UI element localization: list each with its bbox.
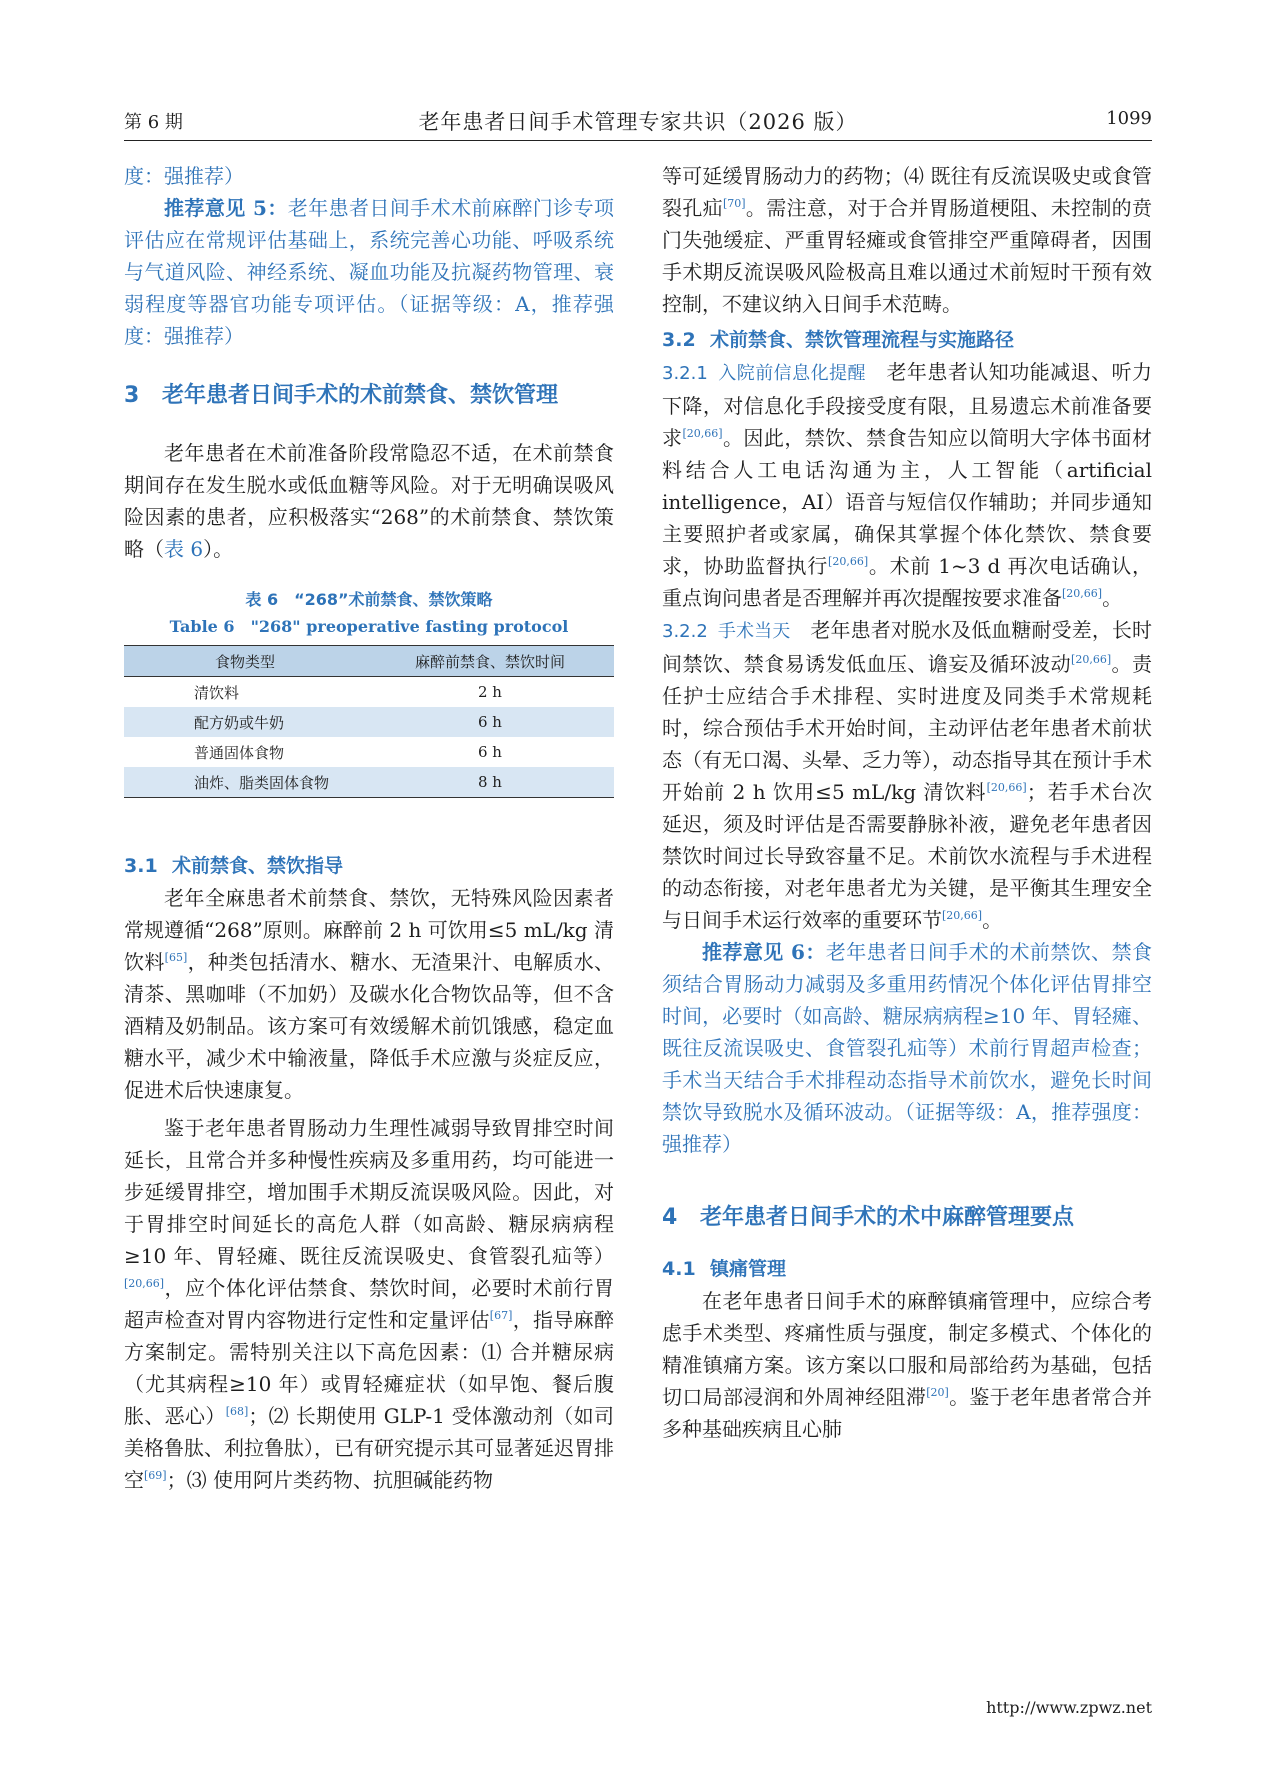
citation[interactable]: [20,66] <box>124 1277 165 1290</box>
citation[interactable]: [67] <box>489 1309 513 1322</box>
section-3-1-heading: 3.1 术前禁食、禁饮指导 <box>124 855 344 877</box>
citation[interactable]: [20,66] <box>1062 587 1103 600</box>
journal-url[interactable]: http://www.zpwz.net <box>986 1698 1152 1717</box>
citation[interactable]: [20,66] <box>986 781 1027 794</box>
right-column <box>662 160 1152 1445</box>
section-4-1-heading: 4.1 镇痛管理 <box>662 1258 787 1280</box>
table-header-food-type: 食物类型 <box>124 646 366 677</box>
citation[interactable]: [70] <box>722 197 746 210</box>
recommendation-5 <box>124 192 614 352</box>
table-row: 普通固体食物 6 h <box>194 743 502 762</box>
section-3-2-2-paragraph: 3.2.2 手术当天 老年患者对脱水及低血糖耐受差，长时间禁饮、禁食易诱发低血压、谵妄及循环波动[20,66]。责任护士应结合手术排程、实时进度及同类手术常规耗时，综合预估手术开始时间，主动评估老年患者术前状态（有无口渴、头晕、乏力等），动态指导其在预计手术开始前 2 h 饮用≤5 mL/kg 清饮料[20,66]；若手术台次延迟，须及时评估是否需要静脉补液，避免老年患者因禁饮时间过长导致容量不足。术前饮水流程与手术进程的动态衔接，对老年患者尤为关键，是平衡其生理安全与日间手术运行效率的重要环节[20,66]。 <box>662 618 1153 932</box>
citation[interactable]: [65] <box>164 951 188 964</box>
table-row: 清饮料 2 h <box>194 683 502 702</box>
citation[interactable]: [20,66] <box>682 427 723 440</box>
section-3-2-2-heading: 3.2.2 手术当天 <box>662 621 791 642</box>
table-6 <box>124 587 614 798</box>
fasting-table <box>124 645 614 798</box>
citation[interactable]: [20,66] <box>1071 653 1112 666</box>
section-3-1-continuation: 等可延缓胃肠动力的药物；⑷ 既往有反流误吸史或食管裂孔疝[70]。需注意，对于合并胃肠道梗阻、未控制的贲门失弛缓症、严重胃轻瘫或食管排空严重障碍者，因围手术期反流误吸风险极高且难以通过术前短时干预有效控制，不建议纳入日间手术范畴。 <box>662 164 1153 316</box>
table-caption-cn: 表 6 “268”术前禁食、禁饮策略 <box>245 590 493 609</box>
citation[interactable]: [68] <box>225 1405 249 1418</box>
table-row: 配方奶或牛奶 6 h <box>124 707 614 737</box>
section-3-1-paragraph-2: 鉴于老年患者胃肠动力生理性减弱导致胃排空时间延长，且常合并多种慢性疾病及多重用药，均可能进一步延缓胃排空，增加围手术期反流误吸风险。因此，对于胃排空时间延长的高危人群（如高龄、糖尿病病程≥10 年、胃轻瘫、既往反流误吸史、食管裂孔疝等）[20,66]，应个体化评估禁食、禁饮时间，必要时术前行胃超声检查对胃内容物进行定性和定量评估[67]，指导麻醉方案制定。需特别关注以下高危因素：⑴ 合并糖尿病（尤其病程≥10 年）或胃轻瘫症状（如早饱、餐后腹胀、恶心）[68]；⑵ 长期使用 GLP-1 受体激动剂（如司美格鲁肽、利拉鲁肽），已有研究提示其可显著延迟胃排空[69]；⑶ 使用阿片类药物、抗胆碱能药物 <box>124 1116 615 1492</box>
section-3-2-heading: 3.2 术前禁食、禁饮管理流程与实施路径 <box>662 329 1015 351</box>
table-6-link[interactable]: 表 6 <box>164 537 204 561</box>
recommendation-5-text: 老年患者日间手术术前麻醉门诊专项评估应在常规评估基础上，系统完善心功能、呼吸系统与气道风险、神经系统、凝血功能及抗凝药物管理、衰弱程度等器官功能专项评估。（证据等级：A，推荐强度：强推荐） <box>124 196 614 348</box>
section-3-heading: 3 老年患者日间手术的术前禁食、禁饮管理 <box>124 383 559 408</box>
section-3-2-1-paragraph: 3.2.1 入院前信息化提醒 老年患者认知功能减退、听力下降，对信息化手段接受度有限，且易遗忘术前准备要求[20,66]。因此，禁饮、禁食告知应以简明大字体书面材料结合人工电话沟通为主，人工智能（artificial intelligence，AI）语音与短信仅作辅助；并同步通知主要照护者或家属，确保其掌握个体化禁饮、禁食要求，协助监督执行[20,66]。术前 1~3 d 再次电话确认，重点询问患者是否理解并再次提醒按要求准备[20,66]。 <box>662 360 1153 610</box>
page-number: 1099 <box>1106 108 1152 129</box>
recommendation-6 <box>662 936 1152 1160</box>
left-column <box>124 160 614 1496</box>
section-3-2-1-heading: 3.2.1 入院前信息化提醒 <box>662 363 866 384</box>
table-header-fasting-time: 麻醉前禁食、禁饮时间 <box>366 646 614 677</box>
citation[interactable]: [20,66] <box>942 909 983 922</box>
recommendation-5-label: 推荐意见 5： <box>164 196 288 220</box>
citation[interactable]: [69] <box>144 1469 167 1482</box>
recommendation-6-label: 推荐意见 6： <box>702 940 826 964</box>
running-header <box>124 106 1152 136</box>
citation[interactable]: [20] <box>926 1386 949 1399</box>
table-caption-en: Table 6 "268" preoperative fasting protocol <box>169 617 569 636</box>
section-4-1-paragraph: 在老年患者日间手术的麻醉镇痛管理中，应综合考虑手术类型、疼痛性质与强度，制定多模式、个体化的精准镇痛方案。该方案以口服和局部给药为基础，包括切口局部浸润和外周神经阻滞[20]。鉴于老年患者常合并多种基础疾病且心肺 <box>662 1289 1153 1441</box>
recommendation-6-text: 老年患者日间手术的术前禁饮、禁食须结合胃肠动力减弱及多重用药情况个体化评估胃排空时间，必要时（如高龄、糖尿病病程≥10 年、胃轻瘫、既往反流误吸史、食管裂孔疝等）术前行胃超声检查；手术当天结合手术排程动态指导术前饮水，避免长时间禁饮导致脱水及循环波动。（证据等级：A，推荐强度：强推荐） <box>662 940 1152 1156</box>
section-3-paragraph: 老年患者在术前准备阶段常隐忍不适，在术前禁食期间存在发生脱水或低血糖等风险。对于无明确误吸风险因素的患者，应积极落实“268”的术前禁食、禁饮策略（表 6）。 <box>124 441 614 561</box>
table-row: 油炸、脂类固体食物 8 h <box>124 767 614 798</box>
header-rule <box>124 140 1152 141</box>
citation[interactable]: [20,66] <box>828 555 869 568</box>
section-3-1-paragraph-1: 老年全麻患者术前禁食、禁饮，无特殊风险因素者常规遵循“268”原则。麻醉前 2 h 可饮用≤5 mL/kg 清饮料[65]，种类包括清水、糖水、无渣果汁、电解质水、清茶、黑咖啡（不加奶）及碳水化合物饮品等，但不含酒精及奶制品。该方案可有效缓解术前饥饿感，稳定血糖水平，减少术中输液量，降低手术应激与炎症反应，促进术后快速康复。 <box>124 886 615 1102</box>
section-4-heading: 4 老年患者日间手术的术中麻醉管理要点 <box>662 1205 1075 1230</box>
journal-running-title: 老年患者日间手术管理专家共识（2026 版） <box>418 110 858 134</box>
recommendation-4-tail: 度：强推荐） <box>124 164 244 188</box>
issue-number: 第 6 期 <box>124 112 183 133</box>
